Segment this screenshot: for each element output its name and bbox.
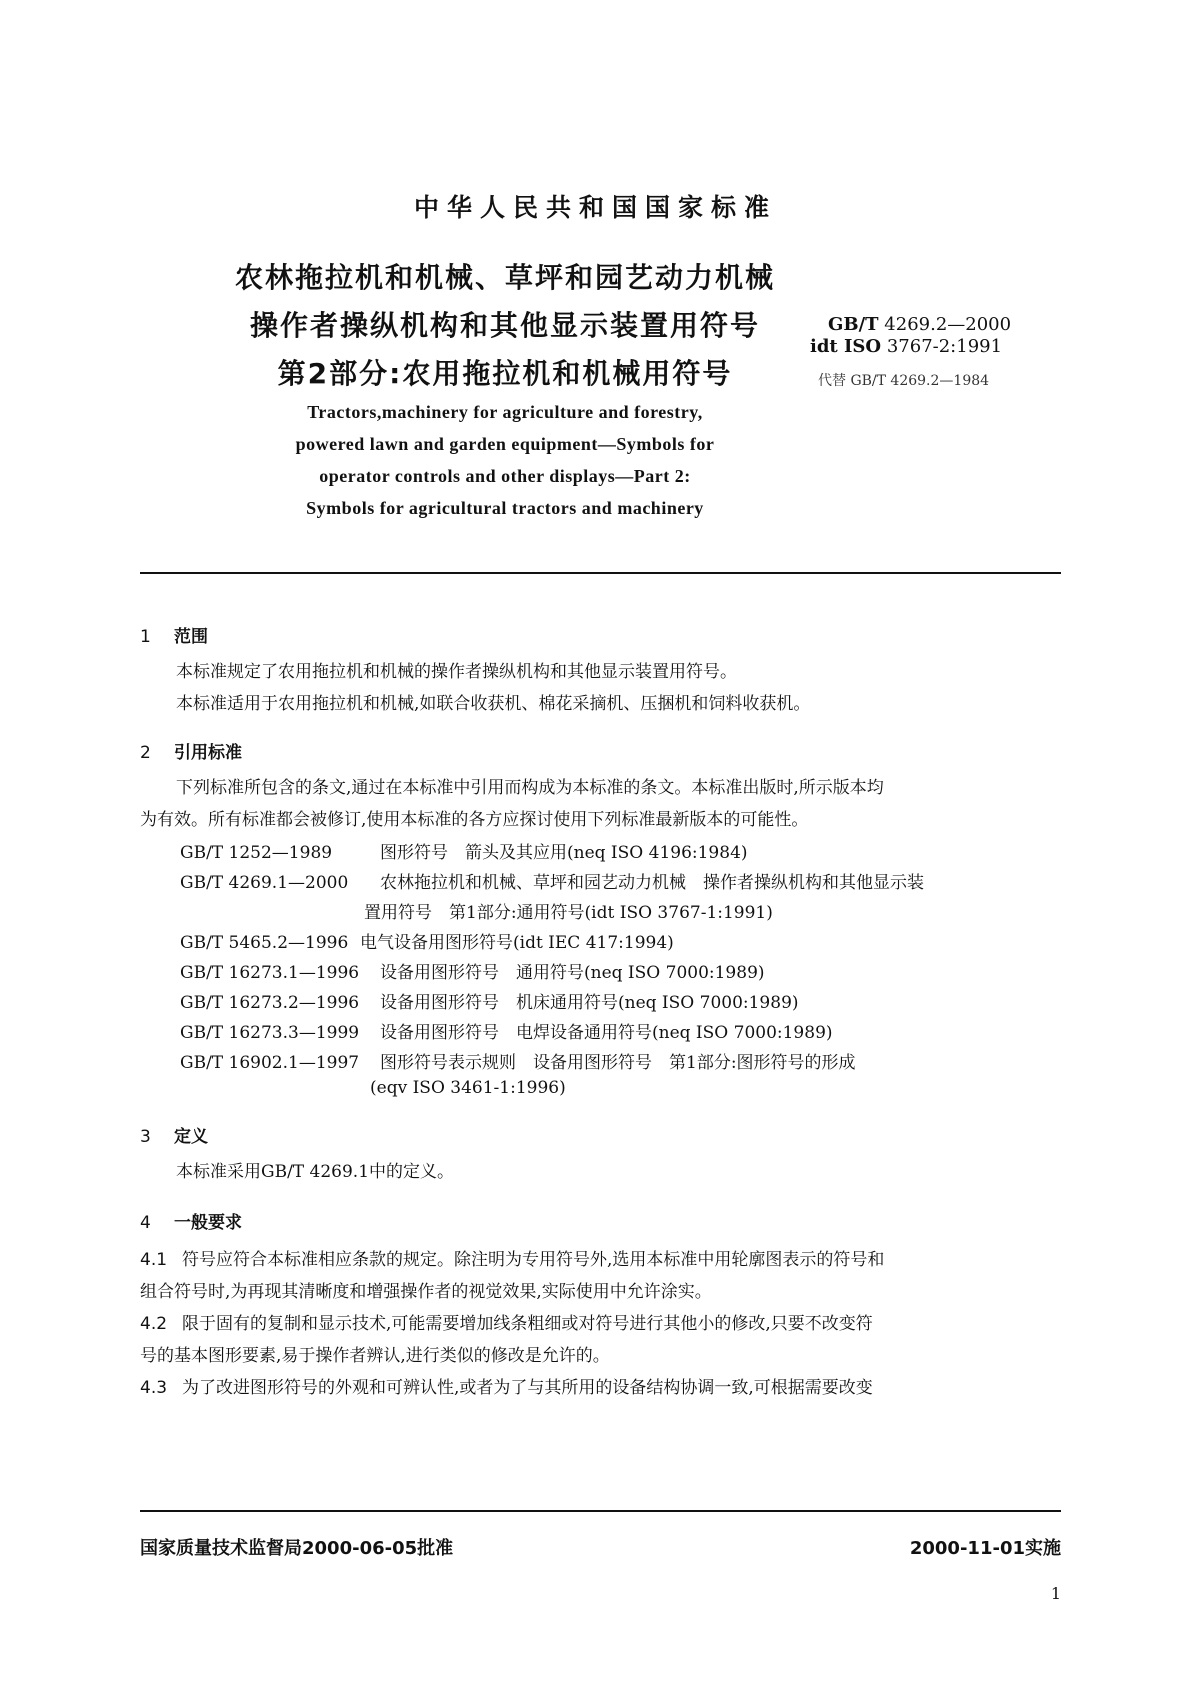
reference-code: GB/T 16273.1—1996 — [180, 963, 360, 983]
section-title: 引用标准 — [174, 743, 242, 763]
reference-item — [180, 928, 674, 953]
section-title: 一般要求 — [174, 1213, 242, 1233]
code-prefix-2: idt ISO — [810, 336, 882, 357]
paragraph: 本标准规定了农用拖拉机和机械的操作者操纵机构和其他显示装置用符号。 — [176, 662, 737, 682]
title-en-line-4: Symbols for agricultural tractors and machinery — [306, 498, 704, 518]
clause-number: 4.1 — [140, 1250, 168, 1270]
reference-text: 农林拖拉机和机械、草坪和园艺动力机械 操作者操纵机构和其他显示装 — [380, 873, 924, 893]
reference-text: 图形符号表示规则 设备用图形符号 第1部分:图形符号的形成 — [380, 1053, 856, 1073]
section-4-heading — [140, 1208, 242, 1233]
paragraph: 本标准采用GB/T 4269.1中的定义。 — [176, 1162, 455, 1182]
title-cn-line-3: 第2部分:农用拖拉机和机械用符号 — [277, 357, 733, 390]
reference-continuation: 置用符号 第1部分:通用符号(idt ISO 3767-1:1991) — [364, 903, 773, 923]
clause-text: 为了改进图形符号的外观和可辨认性,或者为了与其所用的设备结构协调一致,可根据需要改变 — [182, 1378, 873, 1398]
title-cn-line-1: 农林拖拉机和机械、草坪和园艺动力机械 — [234, 261, 775, 294]
section-number: 1 — [140, 627, 151, 647]
section-title: 范围 — [174, 627, 208, 647]
paragraph-line: 下列标准所包含的条文,通过在本标准中引用而构成为本标准的条文。本标准出版时,所示版本均 — [176, 778, 884, 798]
section-2-intro — [140, 772, 1061, 836]
clause-line — [140, 1244, 1061, 1276]
reference-code: GB/T 1252—1989 — [180, 843, 333, 863]
section-2-heading — [140, 738, 242, 763]
paragraph-line: 为有效。所有标准都会被修订,使用本标准的各方应探讨使用下列标准最新版本的可能性。 — [140, 810, 809, 830]
reference-item — [180, 958, 765, 983]
section-1-heading — [140, 622, 208, 647]
reference-text: 设备用图形符号 电焊设备通用符号(neq ISO 7000:1989) — [380, 1023, 833, 1043]
approval-date: 国家质量技术监督局2000-06-05批准 — [140, 1538, 454, 1559]
reference-text: 设备用图形符号 通用符号(neq ISO 7000:1989) — [380, 963, 765, 983]
reference-item — [180, 1048, 856, 1073]
section-3-body — [140, 1156, 1061, 1188]
section-title: 定义 — [174, 1127, 208, 1147]
clause-4-1 — [140, 1244, 1061, 1308]
reference-code: GB/T 16273.2—1996 — [180, 993, 360, 1013]
clause-text: 限于固有的复制和显示技术,可能需要增加线条粗细或对符号进行其他小的修改,只要不改变符 — [182, 1314, 873, 1334]
reference-code: GB/T 4269.1—2000 — [180, 873, 349, 893]
reference-continuation: (eqv ISO 3461-1:1996) — [370, 1078, 566, 1098]
title-en — [220, 396, 790, 524]
paragraph: 本标准适用于农用拖拉机和机械,如联合收获机、棉花采摘机、压捆机和饲料收获机。 — [176, 694, 811, 714]
iso-code: 3767-2:1991 — [886, 336, 1003, 357]
national-standard-heading: 中华人民共和国国家标准 — [413, 193, 777, 222]
section-1-body — [140, 656, 1061, 720]
clause-text: 符号应符合本标准相应条款的规定。除注明为专用符号外,选用本标准中用轮廓图表示的符号和 — [182, 1250, 885, 1270]
code-prefix-1: GB/T — [828, 314, 879, 335]
clause-number: 4.2 — [140, 1314, 168, 1334]
reference-item — [180, 988, 799, 1013]
clause-number: 4.3 — [140, 1378, 168, 1398]
implementation-date: 2000-11-01实施 — [909, 1538, 1061, 1559]
standard-code-block — [810, 314, 1011, 390]
clause-4-3 — [140, 1372, 1061, 1404]
section-number: 4 — [140, 1213, 151, 1233]
clause-line: 号的基本图形要素,易于操作者辨认,进行类似的修改是允许的。 — [140, 1346, 610, 1366]
header-divider — [140, 572, 1061, 574]
clause-line — [140, 1308, 1061, 1340]
clause-4-2 — [140, 1308, 1061, 1372]
title-en-line-2: powered lawn and garden equipment—Symbols for — [295, 434, 715, 454]
section-number: 2 — [140, 743, 151, 763]
reference-item — [180, 1018, 833, 1043]
reference-item — [180, 868, 924, 893]
title-en-line-1: Tractors,machinery for agriculture and forestry, — [307, 402, 703, 422]
reference-code: GB/T 16273.3—1999 — [180, 1023, 360, 1043]
reference-item — [180, 838, 748, 863]
page-number: 1 — [1050, 1584, 1061, 1603]
iso-code-line — [810, 336, 1011, 358]
reference-code: GB/T 16902.1—1997 — [180, 1053, 360, 1073]
footer-divider — [140, 1510, 1061, 1512]
section-number: 3 — [140, 1127, 151, 1147]
replaces-note: 代替 GB/T 4269.2—1984 — [818, 373, 990, 389]
section-3-heading — [140, 1122, 208, 1147]
clause-line — [140, 1372, 1061, 1404]
clause-line: 组合符号时,为再现其清晰度和增强操作者的视觉效果,实际使用中允许涂实。 — [140, 1282, 712, 1302]
reference-code: GB/T 5465.2—1996 — [180, 933, 349, 953]
title-cn-line-2: 操作者操纵机构和其他显示装置用符号 — [249, 309, 760, 342]
reference-text: 图形符号 箭头及其应用(neq ISO 4196:1984) — [380, 843, 748, 863]
reference-text: 设备用图形符号 机床通用符号(neq ISO 7000:1989) — [380, 993, 799, 1013]
title-en-line-3: operator controls and other displays—Part 2: — [319, 466, 691, 486]
standard-code-line — [810, 314, 1011, 336]
standard-code: 4269.2—2000 — [884, 314, 1012, 335]
reference-text: 电气设备用图形符号(idt IEC 417:1994) — [360, 933, 674, 953]
